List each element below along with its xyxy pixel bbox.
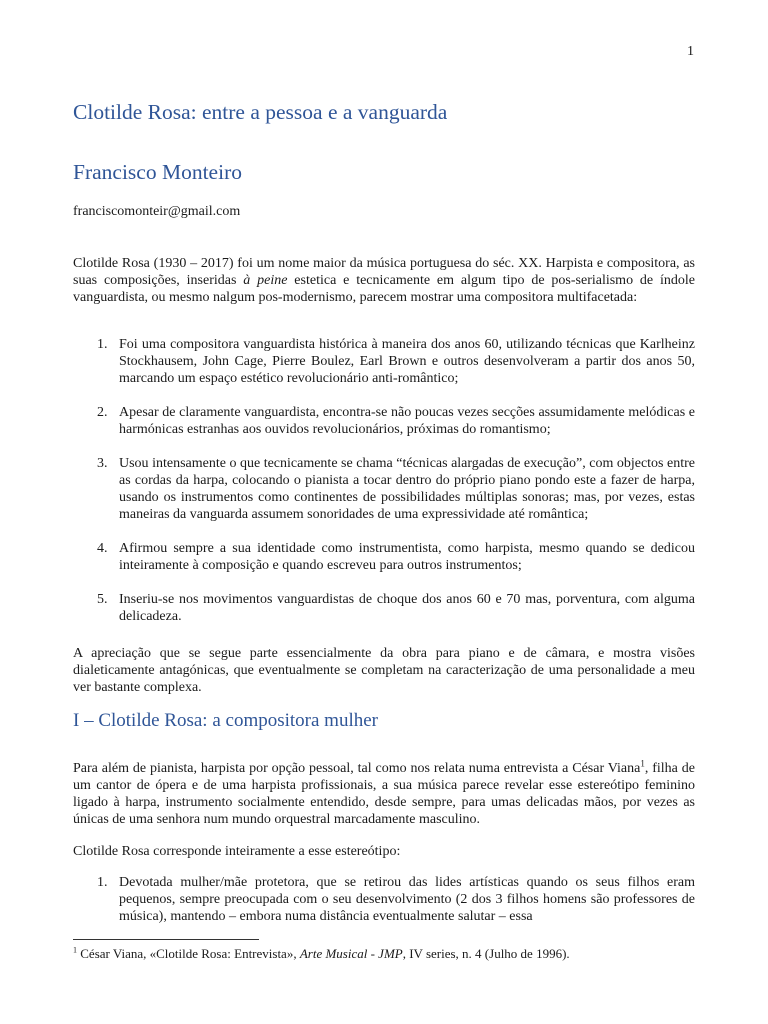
footnote-reference[interactable]: 1	[640, 758, 645, 769]
list-number: 2.	[97, 405, 108, 420]
intro-paragraph	[73, 255, 695, 306]
section-paragraph	[73, 760, 695, 828]
intro-text-1: Clotilde Rosa (1930 – 2017) foi um nome maior da música portuguesa do séc. XX. Harpista e compositora, as suas composições, inseridas	[73, 256, 695, 288]
list-item	[73, 455, 695, 523]
stereotype-paragraph: Clotilde Rosa corresponde inteiramente a esse estereótipo:	[73, 844, 401, 859]
footnote-marker: 1	[73, 945, 77, 955]
footnote-emphasis: Arte Musical - JMP	[299, 946, 403, 961]
paper-title: Clotilde Rosa: entre a pessoa e a vanguarda	[73, 100, 448, 124]
list-number: 5.	[97, 592, 108, 607]
list-item	[73, 874, 695, 925]
section-heading: I – Clotilde Rosa: a compositora mulher	[73, 710, 379, 731]
list-item	[73, 591, 695, 625]
author-email[interactable]: franciscomonteir@gmail.com	[73, 204, 241, 219]
list-item-text: Usou intensamente o que tecnicamente se chama “técnicas alargadas de execução”, com objectos entre as cordas da harpa, colocando o pianista a tocar dentro do próprio piano pondo este a fazer de harpa, usando os instrumentos como continentes de possibilidades múltiplas sonoras; mas, por vezes, estas maneiras da vanguarda assumem sonoridades de uma expressividade até romântica;	[119, 456, 695, 522]
footnote-text-1: César Viana, «Clotilde Rosa: Entrevista»,	[77, 946, 300, 961]
para2-text-1: Para além de pianista, harpista por opção pessoal, tal como nos relata numa entrevista a César Viana	[73, 761, 641, 776]
list-number: 1.	[97, 875, 108, 890]
footnote-divider	[73, 939, 259, 940]
list-item-text: Apesar de claramente vanguardista, encontra-se não poucas vezes secções assumidamente melódicas e harmónicas estranhas aos ouvidos revolucionários, próximas do romantismo;	[119, 405, 695, 437]
list-item-text: Inseriu-se nos movimentos vanguardistas de choque dos anos 60 e 70 mas, porventura, com alguma delicadeza.	[119, 592, 695, 624]
list-item-text: Foi uma compositora vanguardista histórica à maneira dos anos 60, utilizando técnicas que Karlheinz Stockhausem, John Cage, Pierre Boulez, Earl Brown e outros desenvolveram a partir dos anos 50, marcando um espaço estético revolucionário anti-romântico;	[119, 337, 695, 386]
list-number: 1.	[97, 337, 108, 352]
appreciation-paragraph: A apreciação que se segue parte essencialmente da obra para piano e de câmara, e mostra visões dialeticamente antagónicas, que eventualmente se completam na caracterização de uma personalidade a meu ver bastante complexa.	[73, 646, 695, 695]
list-item	[73, 540, 695, 574]
list-item-text: Devotada mulher/mãe protetora, que se retirou das lides artísticas quando os seus filhos eram pequenos, sempre preocupada com o seu desenvolvimento (2 dos 3 filhos homens são professores de música), mantendo – embora numa distância eventualmente salutar – essa	[119, 875, 695, 924]
intro-text-2: estetica e tecnicamente em algum tipo de pos-serialismo de índole vanguardista, ou mesmo nalgum pos-modernismo, parecem mostrar uma compositora multifacetada:	[73, 273, 695, 305]
characteristics-list	[73, 336, 695, 642]
footnote	[73, 946, 695, 962]
para2-text-2: , filha de um cantor de ópera e de uma harpista profissionais, a sua música parece revelar esse estereótipo feminino ligado à harpa, instrumento socialmente entendido, desde sempre, para umas delicadas mãos, por vezes as únicas de uma senhora num mundo orquestral marcadamente masculino.	[73, 761, 695, 827]
stereotype-list	[73, 874, 695, 942]
list-item	[73, 336, 695, 387]
list-item	[73, 404, 695, 438]
author-name: Francisco Monteiro	[73, 160, 242, 184]
footnote-text-2: , IV series, n. 4 (Julho de 1996).	[402, 946, 570, 961]
intro-emphasis: à peine	[243, 273, 288, 288]
list-number: 4.	[97, 541, 108, 556]
page-number: 1	[687, 44, 694, 59]
list-number: 3.	[97, 456, 108, 471]
list-item-text: Afirmou sempre a sua identidade como instrumentista, como harpista, mesmo quando se dedicou inteiramente à composição e quando escreveu para outros instrumentos;	[119, 541, 695, 573]
